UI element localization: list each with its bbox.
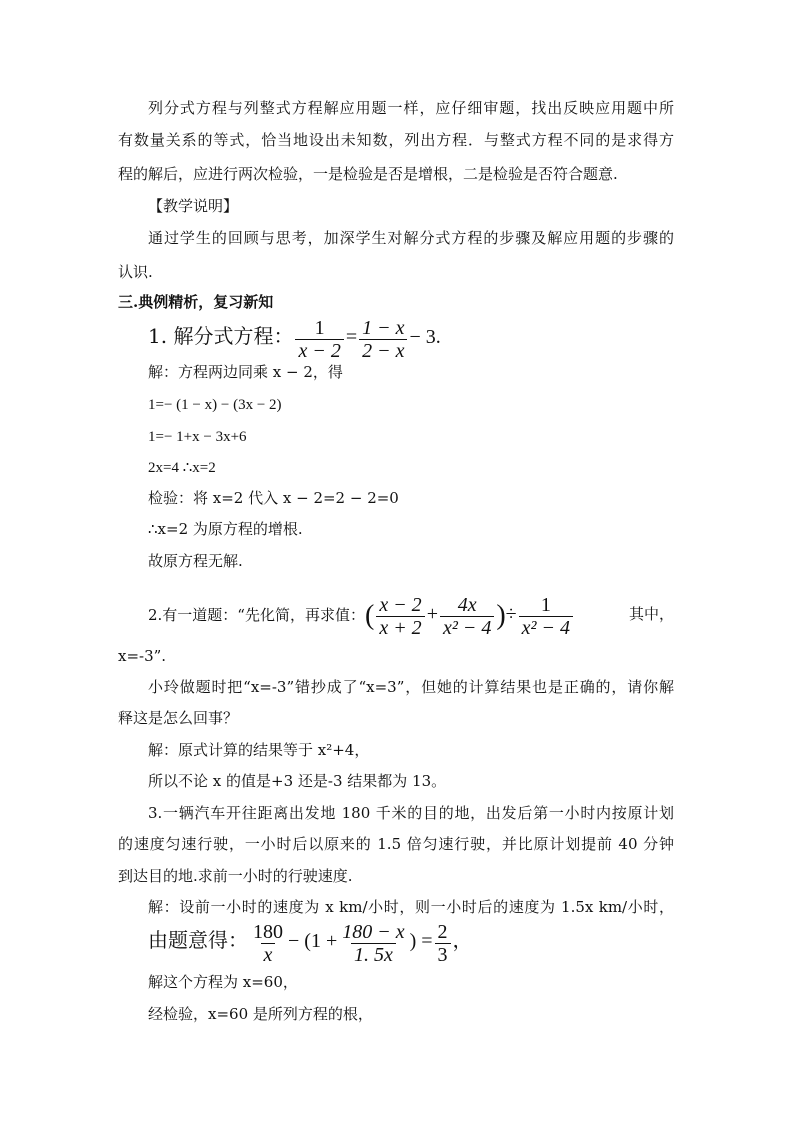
q1-lhs-numerator: 1 — [314, 316, 325, 339]
q3-minus-open: − (1 + — [288, 930, 338, 952]
q3-line-2: 的速度匀速行驶，一小时后以原来的 1.5 倍匀速行驶，并比原计划提前 40 分钟 — [118, 835, 674, 853]
q1-equation-tail: − 3. — [409, 326, 441, 348]
q2-solution-1: 解：原式计算的结果等于 x²+4， — [148, 741, 370, 759]
section-heading: 三.典例精析，复习新知 — [118, 293, 274, 311]
q3-fraction-b-numerator: 180 − x — [342, 920, 405, 943]
q1-step-3: 2x=4 ∴x=2 — [148, 460, 216, 476]
q1-solution-intro: 解：方程两边同乘 x − 2，得 — [148, 363, 343, 381]
q2-fraction-2-numerator: 4x — [457, 593, 477, 616]
q2-fraction-1-denominator: x + 2 — [376, 616, 424, 639]
q2-fraction-1-numerator: x − 2 — [379, 593, 422, 616]
q1-lhs-fraction — [295, 317, 343, 362]
q2-fraction-2-denominator: x² − 4 — [440, 616, 494, 639]
q3-fraction-a-denominator: x — [261, 943, 276, 966]
q1-step-1: 1=− (1 − x) − (3x − 2) — [148, 397, 282, 413]
q1-equals: = — [345, 326, 358, 348]
q1-conclusion-1: ∴x=2 为原方程的增根. — [148, 520, 303, 538]
q2-story-line-2: 释这是怎么回事？ — [118, 709, 239, 727]
q3-solution-3: 经检验，x=60 是所列方程的根， — [148, 1005, 373, 1023]
q2-story-line-1: 小玲做题时把“x=-3”错抄成了“x=3”，但她的计算结果也是正确的，请你解 — [148, 678, 674, 696]
q3-fraction-a — [250, 921, 286, 966]
teaching-note-line-1: 通过学生的回顾与思考，加深学生对解分式方程的步骤及解应用题的步骤的 — [148, 229, 674, 247]
q3-fraction-a-numerator: 180 — [253, 920, 283, 943]
q3-fraction-b-denominator: 1. 5x — [351, 943, 396, 966]
q2-fraction-3-numerator: 1 — [540, 593, 551, 616]
q1-equation-line — [148, 314, 441, 362]
q1-check: 检验：将 x=2 代入 x − 2=2 − 2=0 — [148, 489, 399, 507]
q2-prompt-line — [148, 586, 674, 644]
q2-close-paren: ) — [496, 600, 506, 631]
q1-rhs-numerator: 1 − x — [362, 316, 405, 339]
q1-step-2: 1=− 1+x − 3x+6 — [148, 429, 247, 445]
q2-plus: + — [426, 603, 438, 625]
teaching-note-line-2: 认识. — [118, 263, 153, 281]
q1-prompt: 1. 解分式方程： — [148, 324, 294, 348]
q3-solution-2: 解这个方程为 x=60， — [148, 973, 298, 991]
q3-equation-line — [148, 916, 473, 966]
q3-equation-tail: ， — [452, 928, 473, 952]
q2-fraction-3-denominator: x² − 4 — [519, 616, 573, 639]
q3-fraction-c-numerator: 2 — [437, 920, 448, 943]
q2-solution-2: 所以不论 x 的值是+3 还是-3 结果都为 13。 — [148, 772, 447, 790]
q2-prompt: 2.有一道题：“先化简，再求值： — [148, 606, 365, 624]
q2-fraction-3 — [519, 594, 573, 639]
intro-line-2: 有数量关系的等式，恰当地设出未知数，列出方程．与整式方程不同的是求得方 — [118, 131, 674, 149]
q2-fraction-2 — [440, 594, 494, 639]
q2-where: 其中， — [628, 605, 674, 623]
intro-line-3: 程的解后，应进行两次检验，一是检验是否是增根，二是检验是否符合题意. — [118, 165, 618, 183]
q1-rhs-fraction — [359, 317, 407, 362]
q3-solution-1: 解：设前一小时的速度为 x km/小时，则一小时后的速度为 1.5x km/小时， — [148, 898, 674, 916]
q2-divide: ÷ — [505, 603, 517, 625]
q3-line-1: 3.一辆汽车开往距离出发地 180 千米的目的地，出发后第一小时内按原计划 — [148, 804, 674, 822]
q2-open-paren: ( — [364, 600, 375, 631]
q3-line-3: 到达目的地.求前一小时的行驶速度. — [118, 867, 353, 885]
q3-fraction-c — [435, 921, 451, 966]
intro-line-1: 列分式方程与列整式方程解应用题一样，应仔细审题，找出反映应用题中所 — [148, 99, 674, 117]
q2-fraction-1 — [376, 594, 424, 639]
q1-rhs-denominator: 2 − x — [359, 339, 407, 362]
teaching-note-label: 【教学说明】 — [148, 197, 239, 215]
q1-lhs-denominator: x − 2 — [295, 339, 343, 362]
q1-conclusion-2: 故原方程无解. — [148, 552, 243, 570]
q3-equation-prefix: 由题意得： — [148, 928, 248, 952]
q3-close-equals: ) = — [409, 930, 433, 952]
q3-fraction-b — [339, 921, 407, 966]
q2-continuation: x=-3”. — [118, 647, 167, 665]
q3-fraction-c-denominator: 3 — [435, 943, 451, 966]
